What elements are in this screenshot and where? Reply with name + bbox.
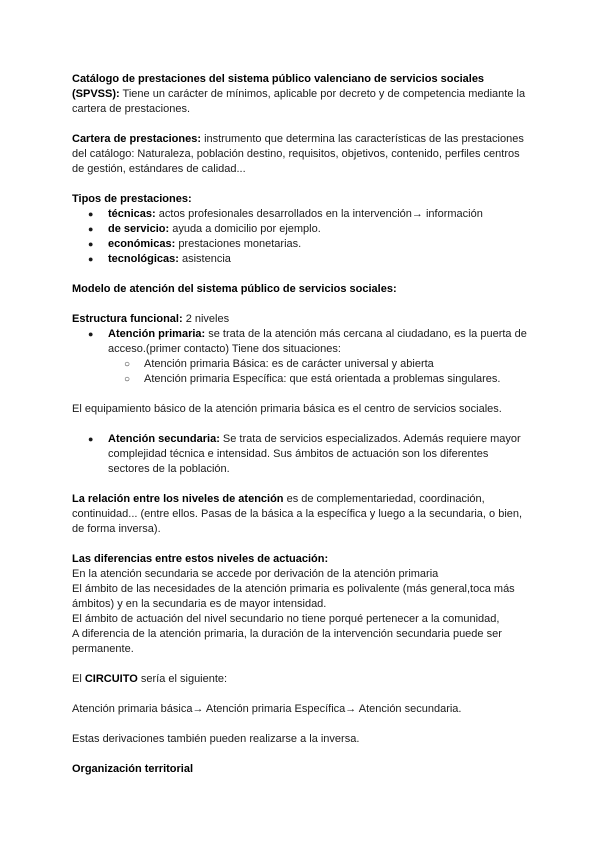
diferencias-line: A diferencia de la atención primaria, la duración de la intervención secundaria puede ser permanente. [72,628,502,655]
list-item: ● económicas: prestaciones monetarias. [72,237,530,252]
cartera-paragraph [72,132,530,177]
list-item: ● de servicio: ayuda a domicilio por ejemplo. [72,222,530,237]
intro-text: Tiene un carácter de mínimos, aplicable por decreto y de competencia mediante la cartera de prestaciones. [72,88,526,115]
sublist-item: ○ Atención primaria Básica: es de carácter universal y abierta [108,357,530,372]
organizacion-heading: Organización territorial [72,763,194,775]
circuito-paragraph: El CIRCUITO sería el siguiente: [72,673,228,685]
secundaria-list [72,432,530,477]
list-item-secundaria: ● Atención secundaria: Se trata de servicios especializados. Además requiere mayor complejidad técnica e intensidad. Sus ámbitos de actuación son los diferentes sectores de la población. [72,432,530,477]
tipos-heading: Tipos de prestaciones: [72,193,192,205]
intro-title: Catálogo de prestaciones del sistema público valenciano de servicios sociales (SPVSS): [72,73,485,100]
list-item-primaria: ● Atención primaria: se trata de la atención más cercana al ciudadano, es la puerta de acceso.(primer contacto) Tiene dos situaciones: ○ Atención primaria Básica: es de carácter universal y abierta ○ Atención primaria Específica: que está orientada a problemas singulares. [72,327,530,387]
relacion-paragraph: La relación entre los niveles de atención es de complementariedad, coordinación, continuidad... (entre ellos. Pasas de la básica a la específica y luego a la secundaria, o bien, de forma inversa). [72,493,523,535]
estructura-list [72,327,530,387]
circuito-inversa: Estas derivaciones también pueden realizarse a la inversa. [72,733,360,745]
tipos-list [72,207,530,267]
primaria-sublist [108,357,530,387]
list-item: ● tecnológicas: asistencia [72,252,530,267]
sublist-item: ○ Atención primaria Específica: que está orientada a problemas singulares. [108,372,530,387]
diferencias-line: El ámbito de las necesidades de la atención primaria es polivalente (más general,toca más ámbitos) y en la secundaria es de mayor intensidad. [72,583,515,610]
equipamiento-paragraph: El equipamiento básico de la atención primaria básica es el centro de servicios sociales. [72,403,502,415]
diferencias-heading: Las diferencias entre estos niveles de actuación: [72,553,329,565]
document-body [72,72,530,777]
modelo-heading: Modelo de atención del sistema público de servicios sociales: [72,283,397,295]
diferencias-line: El ámbito de actuación del nivel secundario no tiene porqué pertenecer a la comunidad, [72,613,500,625]
list-item: ● técnicas: actos profesionales desarrollados en la intervención→ información [72,207,530,222]
cartera-text: instrumento que determina las características de las prestaciones del catálogo: Naturaleza, población destino, requisitos, objetivos, contenido, perfiles centros de gestión, estándares de calidad... [72,133,524,175]
intro-paragraph [72,72,530,117]
cartera-title: Cartera de prestaciones: [72,133,201,145]
estructura-paragraph: Estructura funcional: 2 niveles [72,313,230,325]
circuito-flow: Atención primaria básica→ Atención primaria Específica→ Atención secundaria. [72,703,462,715]
diferencias-line: En la atención secundaria se accede por derivación de la atención primaria [72,568,439,580]
